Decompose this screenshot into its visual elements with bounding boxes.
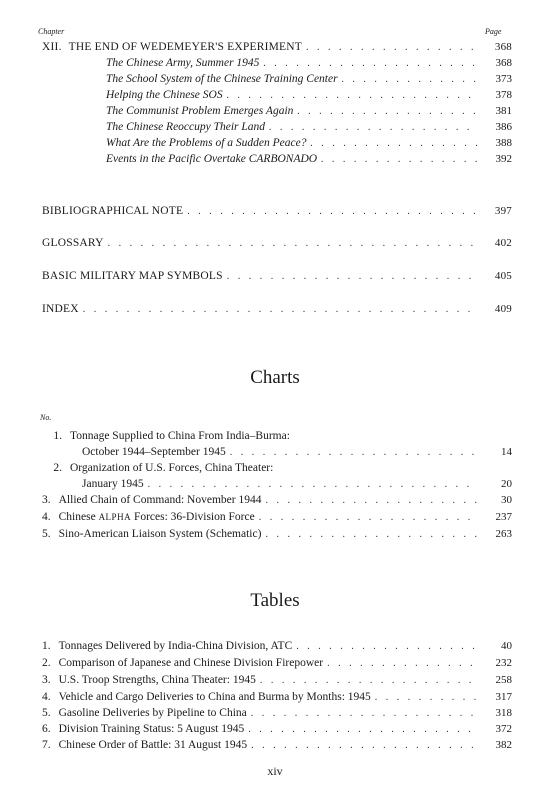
chart-title-smallcaps: ALPHA [98,512,132,522]
section-page: 388 [495,137,512,149]
section-entry[interactable] [106,88,512,103]
dot-leader [259,511,478,525]
section-entry[interactable] [106,120,512,135]
chapter-title: THE END OF WEDEMEYER'S EXPERIMENT [68,41,302,53]
table-entry[interactable] [42,639,512,654]
section-page: 378 [495,89,512,101]
table-title: Tonnages Delivered by India-China Division, ATC [58,640,293,652]
chart-page: 263 [495,528,512,540]
chapter-entry[interactable] [42,40,512,55]
section-entry[interactable] [106,152,512,167]
table-number: 6. [42,723,51,735]
dot-leader [265,528,478,542]
dot-leader [265,494,478,508]
table-number: 3. [42,674,51,686]
chart-entry-line[interactable] [42,461,512,475]
dot-leader [251,707,478,721]
table-entry[interactable] [42,690,512,705]
dot-leader [230,446,478,460]
section-title: The Communist Problem Emerges Again [106,105,294,117]
chart-number: 2. [53,462,62,474]
dot-leader [342,73,478,87]
back-matter-page: 402 [494,237,512,249]
table-title: Chinese Order of Battle: 31 August 1945 [58,739,248,751]
section-entry[interactable] [106,104,512,119]
back-matter-entry[interactable] [42,236,512,251]
page-folio: xiv [267,764,283,778]
table-entry[interactable] [42,722,512,737]
chart-title: Tonnage Supplied to China From India–Burma: [70,430,290,442]
back-matter-entry[interactable] [42,204,512,219]
back-matter-page: 405 [494,270,512,282]
table-number: 5. [42,707,51,719]
section-entry[interactable] [106,56,512,71]
number-column-label: No. [40,413,52,422]
dot-leader [227,270,478,284]
chart-title: Sino-American Liaison System (Schematic) [58,528,262,540]
table-entry[interactable] [42,706,512,721]
chart-title [59,510,255,524]
table-number: 2. [42,657,51,669]
dot-leader [327,657,478,671]
table-number: 1. [42,640,51,652]
back-matter-entry[interactable] [42,269,512,284]
chapter-column-label: Chapter [38,27,65,36]
chapter-page: 368 [494,41,512,53]
back-matter-title: GLOSSARY [42,237,104,249]
dot-leader [251,739,478,753]
dot-leader [306,41,478,55]
chart-title-part: Forces: 36-Division Force [131,511,255,523]
chart-page: 14 [501,446,512,458]
chart-entry[interactable] [42,493,512,508]
section-title: The Chinese Reoccupy Their Land [106,121,266,133]
dot-leader [108,237,478,251]
table-title: Vehicle and Cargo Deliveries to China and Burma by Months: 1945 [58,691,371,703]
back-matter-page: 409 [494,303,512,315]
section-page: 386 [495,121,512,133]
section-page: 381 [495,105,512,117]
table-title: Comparison of Japanese and Chinese Division Firepower [58,657,324,669]
chart-number: 5. [42,528,51,540]
section-page: 392 [495,153,512,165]
table-number: 4. [42,691,51,703]
chart-number: 3. [42,494,51,506]
table-number: 7. [42,739,51,751]
table-entry[interactable] [42,673,512,688]
dot-leader [296,640,478,654]
page-column-label: Page [485,27,502,36]
chart-entry-line[interactable] [42,429,512,443]
chart-number: 1. [53,430,62,442]
section-title: Helping the Chinese SOS [106,89,223,101]
chart-entry-continuation[interactable] [82,477,512,492]
table-entry[interactable] [42,738,512,753]
dot-leader [227,89,478,103]
section-title: The Chinese Army, Summer 1945 [106,57,260,69]
dot-leader [263,57,478,71]
chart-entry[interactable] [42,527,512,542]
chart-title: Organization of U.S. Forces, China Theater: [70,462,274,474]
table-page: 258 [495,674,512,686]
back-matter-title: BASIC MILITARY MAP SYMBOLS [42,270,223,282]
section-entry[interactable] [106,136,512,151]
dot-leader [148,478,478,492]
table-page: 372 [495,723,512,735]
table-page: 382 [495,739,512,751]
chart-entry[interactable] [42,510,512,525]
section-page: 368 [495,57,512,69]
tables-heading: Tables [250,590,300,611]
dot-leader [375,691,478,705]
back-matter-title: BIBLIOGRAPHICAL NOTE [42,205,184,217]
table-entry[interactable] [42,656,512,671]
section-title: The School System of the Chinese Training Center [106,73,338,85]
table-title: Gasoline Deliveries by Pipeline to China [58,707,247,719]
dot-leader [321,153,478,167]
back-matter-entry[interactable] [42,302,512,317]
table-page: 232 [495,657,512,669]
section-page: 373 [495,73,512,85]
dot-leader [248,723,478,737]
chart-page: 30 [501,494,512,506]
chapter-number: XII. [42,41,62,53]
chart-title-continued: January 1945 [82,478,144,490]
chart-page: 237 [495,511,512,523]
section-title: What Are the Problems of a Sudden Peace? [106,137,307,149]
table-page: 40 [501,640,512,652]
dot-leader [269,121,478,135]
back-matter-title: INDEX [42,303,79,315]
chart-number: 4. [42,511,51,523]
dot-leader [310,137,478,151]
chart-entry-continuation[interactable] [82,445,512,460]
dot-leader [297,105,478,119]
dot-leader [187,205,478,219]
section-title: Events in the Pacific Overtake CARBONADO [106,153,318,165]
table-page: 318 [495,707,512,719]
chart-page: 20 [501,478,512,490]
table-title: U.S. Troop Strengths, China Theater: 1945 [58,674,256,686]
table-page: 317 [495,691,512,703]
dot-leader [83,303,478,317]
back-matter-page: 397 [494,205,512,217]
chart-title: Allied Chain of Command: November 1944 [58,494,262,506]
chart-title-part: Chinese [58,511,99,523]
chart-title-continued: October 1944–September 1945 [82,446,226,458]
dot-leader [260,674,478,688]
table-title: Division Training Status: 5 August 1945 [58,723,245,735]
charts-heading: Charts [250,367,300,388]
section-entry[interactable] [106,72,512,87]
